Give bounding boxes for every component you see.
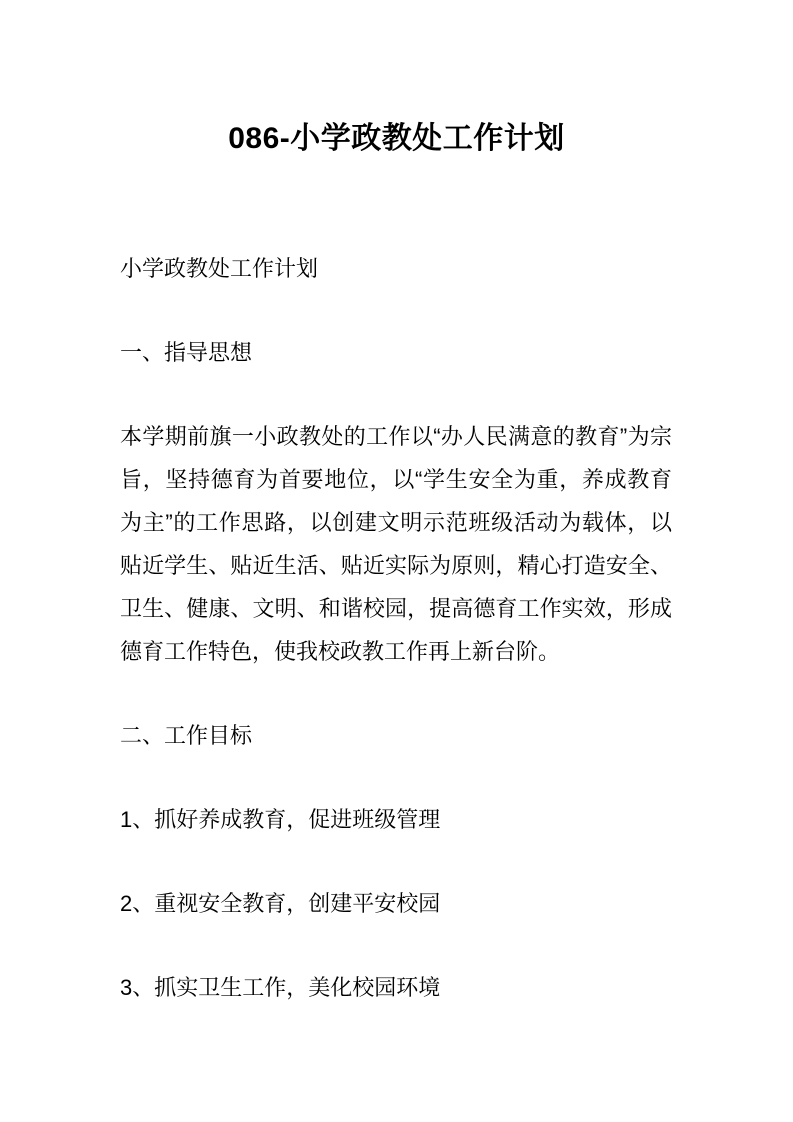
section-2-heading: 二、工作目标 — [120, 723, 253, 748]
goal-item-2: 2、重视安全教育，创建平安校园 — [120, 891, 441, 916]
section-1-heading: 一、指导思想 — [120, 340, 253, 365]
document-title: 086-小学政教处工作计划 — [228, 122, 565, 155]
goal-item-3: 3、抓实卫生工作，美化校园环境 — [120, 975, 441, 1000]
goal-item-1: 1、抓好养成教育，促进班级管理 — [120, 807, 441, 832]
doc-heading-paragraph: 小学政教处工作计划 — [120, 256, 319, 281]
section-1-body-paragraph: 本学期前旗一小政教处的工作以“办人民满意的教育”为宗旨，坚持德育为首要地位，以“学生安全为重，养成教育为主”的工作思路，以创建文明示范班级活动为载体，以贴近学生、贴近生活、贴近实际为原则，精心打造安全、卫生、健康、文明、和谐校园，提高德育工作实效，形成德育工作特色，使我校政教工作再上新台阶。 — [120, 424, 672, 664]
document-body — [120, 160, 672, 1009]
